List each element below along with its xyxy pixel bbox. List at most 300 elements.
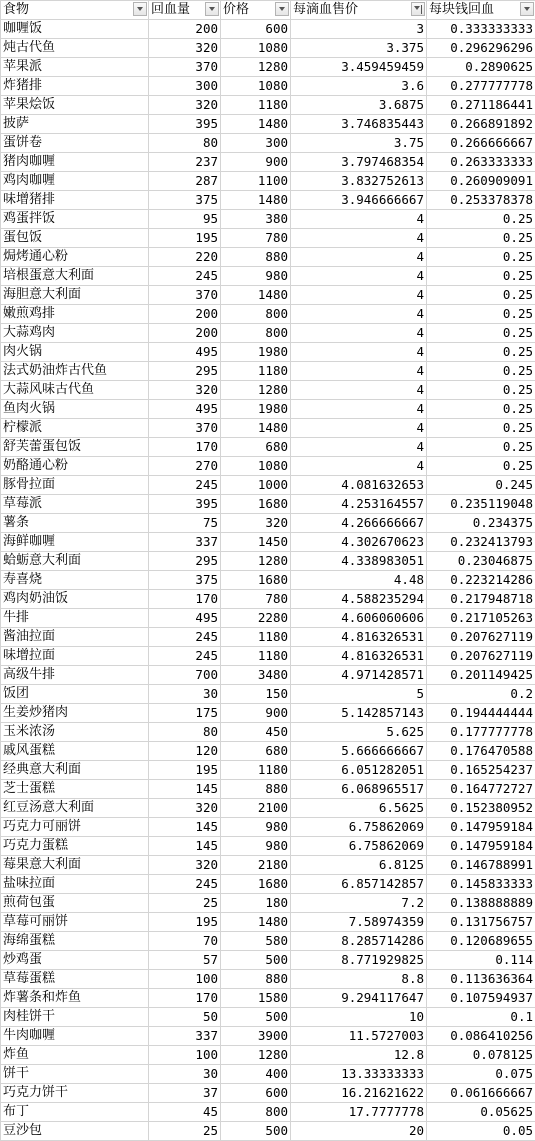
hp-cell[interactable]: 495 xyxy=(149,400,221,419)
food-cell[interactable]: 鸡肉咖喱 xyxy=(1,172,149,191)
price-per-hp-cell[interactable]: 4.338983051 xyxy=(291,552,427,571)
price-per-hp-cell[interactable]: 5.625 xyxy=(291,723,427,742)
price-cell[interactable]: 2100 xyxy=(221,799,291,818)
price-cell[interactable]: 1080 xyxy=(221,39,291,58)
hp-cell[interactable]: 270 xyxy=(149,457,221,476)
price-cell[interactable]: 1280 xyxy=(221,552,291,571)
hp-cell[interactable]: 170 xyxy=(149,989,221,1008)
filter-dropdown-icon[interactable] xyxy=(205,2,219,16)
food-cell[interactable]: 海鲜咖喱 xyxy=(1,533,149,552)
price-per-hp-cell[interactable]: 4 xyxy=(291,343,427,362)
price-cell[interactable]: 800 xyxy=(221,1103,291,1122)
food-cell[interactable]: 煎荷包蛋 xyxy=(1,894,149,913)
hp-per-coin-cell[interactable]: 0.223214286 xyxy=(427,571,535,590)
food-cell[interactable]: 戚风蛋糕 xyxy=(1,742,149,761)
price-cell[interactable]: 500 xyxy=(221,951,291,970)
price-cell[interactable]: 1080 xyxy=(221,457,291,476)
hp-cell[interactable]: 175 xyxy=(149,704,221,723)
food-cell[interactable]: 味增拉面 xyxy=(1,647,149,666)
hp-per-coin-cell[interactable]: 0.05 xyxy=(427,1122,535,1141)
price-cell[interactable]: 1280 xyxy=(221,1046,291,1065)
hp-cell[interactable]: 495 xyxy=(149,343,221,362)
food-cell[interactable]: 巧克力可丽饼 xyxy=(1,818,149,837)
price-per-hp-cell[interactable]: 4 xyxy=(291,362,427,381)
hp-cell[interactable]: 37 xyxy=(149,1084,221,1103)
hp-per-coin-cell[interactable]: 0.075 xyxy=(427,1065,535,1084)
price-per-hp-cell[interactable]: 8.771929825 xyxy=(291,951,427,970)
hp-cell[interactable]: 370 xyxy=(149,419,221,438)
hp-cell[interactable]: 195 xyxy=(149,761,221,780)
price-per-hp-cell[interactable]: 16.21621622 xyxy=(291,1084,427,1103)
food-cell[interactable]: 苹果派 xyxy=(1,58,149,77)
price-per-hp-cell[interactable]: 4.971428571 xyxy=(291,666,427,685)
price-per-hp-cell[interactable]: 4.606060606 xyxy=(291,609,427,628)
hp-per-coin-cell[interactable]: 0.164772727 xyxy=(427,780,535,799)
hp-per-coin-cell[interactable]: 0.176470588 xyxy=(427,742,535,761)
price-per-hp-cell[interactable]: 6.75862069 xyxy=(291,837,427,856)
hp-per-coin-cell[interactable]: 0.05625 xyxy=(427,1103,535,1122)
hp-cell[interactable]: 200 xyxy=(149,20,221,39)
hp-cell[interactable]: 375 xyxy=(149,191,221,210)
price-per-hp-cell[interactable]: 4.588235294 xyxy=(291,590,427,609)
price-per-hp-cell[interactable]: 4 xyxy=(291,457,427,476)
hp-per-coin-cell[interactable]: 0.25 xyxy=(427,305,535,324)
price-per-hp-cell[interactable]: 4 xyxy=(291,324,427,343)
food-cell[interactable]: 大蒜风味古代鱼 xyxy=(1,381,149,400)
hp-per-coin-cell[interactable]: 0.131756757 xyxy=(427,913,535,932)
price-per-hp-cell[interactable]: 6.5625 xyxy=(291,799,427,818)
price-per-hp-cell[interactable]: 7.58974359 xyxy=(291,913,427,932)
hp-per-coin-cell[interactable]: 0.253378378 xyxy=(427,191,535,210)
price-cell[interactable]: 500 xyxy=(221,1008,291,1027)
price-cell[interactable]: 600 xyxy=(221,1084,291,1103)
hp-cell[interactable]: 195 xyxy=(149,913,221,932)
hp-cell[interactable]: 337 xyxy=(149,533,221,552)
food-cell[interactable]: 炸猪排 xyxy=(1,77,149,96)
hp-cell[interactable]: 700 xyxy=(149,666,221,685)
header-cell-price-per-hp[interactable]: 每滴血售价 xyxy=(291,1,427,20)
food-cell[interactable]: 高级牛排 xyxy=(1,666,149,685)
price-cell[interactable]: 1000 xyxy=(221,476,291,495)
food-cell[interactable]: 饭团 xyxy=(1,685,149,704)
hp-per-coin-cell[interactable]: 0.260909091 xyxy=(427,172,535,191)
hp-per-coin-cell[interactable]: 0.25 xyxy=(427,286,535,305)
food-cell[interactable]: 草莓派 xyxy=(1,495,149,514)
hp-per-coin-cell[interactable]: 0.235119048 xyxy=(427,495,535,514)
food-cell[interactable]: 肉桂饼干 xyxy=(1,1008,149,1027)
food-cell[interactable]: 味增猪排 xyxy=(1,191,149,210)
price-per-hp-cell[interactable]: 3.746835443 xyxy=(291,115,427,134)
price-cell[interactable]: 680 xyxy=(221,438,291,457)
price-cell[interactable]: 800 xyxy=(221,305,291,324)
price-cell[interactable]: 2180 xyxy=(221,856,291,875)
food-cell[interactable]: 豚骨拉面 xyxy=(1,476,149,495)
hp-per-coin-cell[interactable]: 0.234375 xyxy=(427,514,535,533)
price-per-hp-cell[interactable]: 3.832752613 xyxy=(291,172,427,191)
hp-per-coin-cell[interactable]: 0.146788991 xyxy=(427,856,535,875)
price-per-hp-cell[interactable]: 4 xyxy=(291,381,427,400)
price-cell[interactable]: 1100 xyxy=(221,172,291,191)
food-cell[interactable]: 海胆意大利面 xyxy=(1,286,149,305)
hp-per-coin-cell[interactable]: 0.277777778 xyxy=(427,77,535,96)
hp-per-coin-cell[interactable]: 0.078125 xyxy=(427,1046,535,1065)
price-per-hp-cell[interactable]: 4.081632653 xyxy=(291,476,427,495)
hp-per-coin-cell[interactable]: 0.25 xyxy=(427,457,535,476)
food-cell[interactable]: 红豆汤意大利面 xyxy=(1,799,149,818)
price-cell[interactable]: 320 xyxy=(221,514,291,533)
hp-per-coin-cell[interactable]: 0.333333333 xyxy=(427,20,535,39)
food-cell[interactable]: 巧克力蛋糕 xyxy=(1,837,149,856)
food-cell[interactable]: 肉火锅 xyxy=(1,343,149,362)
price-cell[interactable]: 980 xyxy=(221,267,291,286)
price-cell[interactable]: 980 xyxy=(221,837,291,856)
hp-cell[interactable]: 245 xyxy=(149,267,221,286)
price-cell[interactable]: 780 xyxy=(221,590,291,609)
hp-per-coin-cell[interactable]: 0.2 xyxy=(427,685,535,704)
hp-per-coin-cell[interactable]: 0.113636364 xyxy=(427,970,535,989)
price-per-hp-cell[interactable]: 4.302670623 xyxy=(291,533,427,552)
header-cell-price[interactable]: 价格 xyxy=(221,1,291,20)
price-cell[interactable]: 1180 xyxy=(221,628,291,647)
price-cell[interactable]: 1180 xyxy=(221,761,291,780)
food-cell[interactable]: 草莓可丽饼 xyxy=(1,913,149,932)
price-cell[interactable]: 1280 xyxy=(221,58,291,77)
price-cell[interactable]: 980 xyxy=(221,818,291,837)
hp-per-coin-cell[interactable]: 0.263333333 xyxy=(427,153,535,172)
hp-cell[interactable]: 70 xyxy=(149,932,221,951)
food-cell[interactable]: 嫩煎鸡排 xyxy=(1,305,149,324)
price-per-hp-cell[interactable]: 3.6875 xyxy=(291,96,427,115)
hp-cell[interactable]: 57 xyxy=(149,951,221,970)
hp-per-coin-cell[interactable]: 0.25 xyxy=(427,400,535,419)
food-cell[interactable]: 盐味拉面 xyxy=(1,875,149,894)
hp-cell[interactable]: 145 xyxy=(149,837,221,856)
hp-per-coin-cell[interactable]: 0.207627119 xyxy=(427,628,535,647)
hp-per-coin-cell[interactable]: 0.23046875 xyxy=(427,552,535,571)
food-cell[interactable]: 炸鱼 xyxy=(1,1046,149,1065)
hp-per-coin-cell[interactable]: 0.061666667 xyxy=(427,1084,535,1103)
food-cell[interactable]: 炖古代鱼 xyxy=(1,39,149,58)
price-per-hp-cell[interactable]: 4 xyxy=(291,210,427,229)
price-per-hp-cell[interactable]: 4 xyxy=(291,267,427,286)
price-cell[interactable]: 3480 xyxy=(221,666,291,685)
price-per-hp-cell[interactable]: 4 xyxy=(291,229,427,248)
price-per-hp-cell[interactable]: 3.375 xyxy=(291,39,427,58)
price-cell[interactable]: 150 xyxy=(221,685,291,704)
hp-per-coin-cell[interactable]: 0.1 xyxy=(427,1008,535,1027)
price-cell[interactable]: 1480 xyxy=(221,115,291,134)
price-cell[interactable]: 800 xyxy=(221,324,291,343)
hp-cell[interactable]: 75 xyxy=(149,514,221,533)
price-cell[interactable]: 1680 xyxy=(221,875,291,894)
food-cell[interactable]: 炸薯条和炸鱼 xyxy=(1,989,149,1008)
price-cell[interactable]: 1580 xyxy=(221,989,291,1008)
price-per-hp-cell[interactable]: 4.816326531 xyxy=(291,628,427,647)
hp-per-coin-cell[interactable]: 0.25 xyxy=(427,267,535,286)
price-cell[interactable]: 1480 xyxy=(221,913,291,932)
price-per-hp-cell[interactable]: 5.142857143 xyxy=(291,704,427,723)
food-cell[interactable]: 法式奶油炸古代鱼 xyxy=(1,362,149,381)
hp-cell[interactable]: 30 xyxy=(149,685,221,704)
price-per-hp-cell[interactable]: 3.459459459 xyxy=(291,58,427,77)
price-per-hp-cell[interactable]: 20 xyxy=(291,1122,427,1141)
hp-cell[interactable]: 95 xyxy=(149,210,221,229)
hp-cell[interactable]: 370 xyxy=(149,286,221,305)
filter-dropdown-icon[interactable] xyxy=(133,2,147,16)
hp-per-coin-cell[interactable]: 0.120689655 xyxy=(427,932,535,951)
price-per-hp-cell[interactable]: 8.8 xyxy=(291,970,427,989)
hp-cell[interactable]: 100 xyxy=(149,970,221,989)
price-cell[interactable]: 880 xyxy=(221,970,291,989)
hp-cell[interactable]: 170 xyxy=(149,590,221,609)
price-cell[interactable]: 3900 xyxy=(221,1027,291,1046)
food-cell[interactable]: 焗烤通心粉 xyxy=(1,248,149,267)
price-per-hp-cell[interactable]: 4.253164557 xyxy=(291,495,427,514)
hp-per-coin-cell[interactable]: 0.207627119 xyxy=(427,647,535,666)
food-cell[interactable]: 大蒜鸡肉 xyxy=(1,324,149,343)
header-cell-food[interactable]: 食物 xyxy=(1,1,149,20)
price-per-hp-cell[interactable]: 4 xyxy=(291,419,427,438)
hp-per-coin-cell[interactable]: 0.147959184 xyxy=(427,818,535,837)
food-cell[interactable]: 经典意大利面 xyxy=(1,761,149,780)
hp-cell[interactable]: 337 xyxy=(149,1027,221,1046)
food-cell[interactable]: 海绵蛋糕 xyxy=(1,932,149,951)
hp-per-coin-cell[interactable]: 0.25 xyxy=(427,210,535,229)
hp-per-coin-cell[interactable]: 0.25 xyxy=(427,438,535,457)
hp-cell[interactable]: 80 xyxy=(149,134,221,153)
price-cell[interactable]: 1180 xyxy=(221,96,291,115)
hp-per-coin-cell[interactable]: 0.147959184 xyxy=(427,837,535,856)
hp-per-coin-cell[interactable]: 0.271186441 xyxy=(427,96,535,115)
hp-cell[interactable]: 320 xyxy=(149,381,221,400)
hp-cell[interactable]: 245 xyxy=(149,628,221,647)
food-cell[interactable]: 豆沙包 xyxy=(1,1122,149,1141)
price-per-hp-cell[interactable]: 3.75 xyxy=(291,134,427,153)
hp-per-coin-cell[interactable]: 0.114 xyxy=(427,951,535,970)
food-cell[interactable]: 舒芙蕾蛋包饭 xyxy=(1,438,149,457)
food-cell[interactable]: 布丁 xyxy=(1,1103,149,1122)
food-cell[interactable]: 培根蛋意大利面 xyxy=(1,267,149,286)
hp-cell[interactable]: 170 xyxy=(149,438,221,457)
hp-per-coin-cell[interactable]: 0.165254237 xyxy=(427,761,535,780)
hp-cell[interactable]: 200 xyxy=(149,324,221,343)
price-per-hp-cell[interactable]: 4.48 xyxy=(291,571,427,590)
food-cell[interactable]: 苹果烩饭 xyxy=(1,96,149,115)
food-cell[interactable]: 鸡肉奶油饭 xyxy=(1,590,149,609)
hp-cell[interactable]: 295 xyxy=(149,362,221,381)
header-cell-hp[interactable]: 回血量 xyxy=(149,1,221,20)
hp-cell[interactable]: 245 xyxy=(149,875,221,894)
hp-cell[interactable]: 237 xyxy=(149,153,221,172)
hp-cell[interactable]: 370 xyxy=(149,58,221,77)
hp-per-coin-cell[interactable]: 0.177777778 xyxy=(427,723,535,742)
price-per-hp-cell[interactable]: 11.5727003 xyxy=(291,1027,427,1046)
hp-cell[interactable]: 375 xyxy=(149,571,221,590)
price-per-hp-cell[interactable]: 6.75862069 xyxy=(291,818,427,837)
hp-cell[interactable]: 320 xyxy=(149,799,221,818)
price-cell[interactable]: 500 xyxy=(221,1122,291,1141)
hp-per-coin-cell[interactable]: 0.296296296 xyxy=(427,39,535,58)
food-cell[interactable]: 炒鸡蛋 xyxy=(1,951,149,970)
hp-per-coin-cell[interactable]: 0.086410256 xyxy=(427,1027,535,1046)
price-per-hp-cell[interactable]: 4 xyxy=(291,248,427,267)
price-per-hp-cell[interactable]: 10 xyxy=(291,1008,427,1027)
price-per-hp-cell[interactable]: 3.797468354 xyxy=(291,153,427,172)
hp-per-coin-cell[interactable]: 0.107594937 xyxy=(427,989,535,1008)
price-cell[interactable]: 780 xyxy=(221,229,291,248)
header-cell-hp-per-coin[interactable]: 每块钱回血 xyxy=(427,1,535,20)
price-cell[interactable]: 580 xyxy=(221,932,291,951)
filter-dropdown-icon[interactable] xyxy=(275,2,289,16)
price-cell[interactable]: 180 xyxy=(221,894,291,913)
price-cell[interactable]: 1680 xyxy=(221,495,291,514)
hp-cell[interactable]: 120 xyxy=(149,742,221,761)
hp-per-coin-cell[interactable]: 0.25 xyxy=(427,229,535,248)
filter-dropdown-icon[interactable] xyxy=(520,2,534,16)
hp-per-coin-cell[interactable]: 0.2890625 xyxy=(427,58,535,77)
food-cell[interactable]: 芝士蛋糕 xyxy=(1,780,149,799)
price-cell[interactable]: 450 xyxy=(221,723,291,742)
hp-cell[interactable]: 395 xyxy=(149,495,221,514)
hp-per-coin-cell[interactable]: 0.194444444 xyxy=(427,704,535,723)
hp-cell[interactable]: 300 xyxy=(149,77,221,96)
hp-per-coin-cell[interactable]: 0.25 xyxy=(427,248,535,267)
hp-cell[interactable]: 245 xyxy=(149,647,221,666)
price-cell[interactable]: 1980 xyxy=(221,343,291,362)
hp-cell[interactable]: 220 xyxy=(149,248,221,267)
food-cell[interactable]: 蛤蛎意大利面 xyxy=(1,552,149,571)
price-cell[interactable]: 400 xyxy=(221,1065,291,1084)
price-per-hp-cell[interactable]: 4.266666667 xyxy=(291,514,427,533)
food-cell[interactable]: 生姜炒猪肉 xyxy=(1,704,149,723)
hp-per-coin-cell[interactable]: 0.25 xyxy=(427,381,535,400)
price-per-hp-cell[interactable]: 17.7777778 xyxy=(291,1103,427,1122)
hp-cell[interactable]: 395 xyxy=(149,115,221,134)
price-cell[interactable]: 880 xyxy=(221,780,291,799)
food-cell[interactable]: 牛排 xyxy=(1,609,149,628)
hp-cell[interactable]: 295 xyxy=(149,552,221,571)
price-per-hp-cell[interactable]: 7.2 xyxy=(291,894,427,913)
price-cell[interactable]: 1450 xyxy=(221,533,291,552)
hp-per-coin-cell[interactable]: 0.25 xyxy=(427,419,535,438)
hp-cell[interactable]: 245 xyxy=(149,476,221,495)
hp-cell[interactable]: 320 xyxy=(149,96,221,115)
price-per-hp-cell[interactable]: 6.068965517 xyxy=(291,780,427,799)
price-cell[interactable]: 600 xyxy=(221,20,291,39)
food-cell[interactable]: 鱼肉火锅 xyxy=(1,400,149,419)
food-cell[interactable]: 蛋包饭 xyxy=(1,229,149,248)
price-per-hp-cell[interactable]: 5 xyxy=(291,685,427,704)
food-cell[interactable]: 酱油拉面 xyxy=(1,628,149,647)
price-cell[interactable]: 1680 xyxy=(221,571,291,590)
price-per-hp-cell[interactable]: 4 xyxy=(291,400,427,419)
food-cell[interactable]: 玉米浓汤 xyxy=(1,723,149,742)
price-cell[interactable]: 1180 xyxy=(221,647,291,666)
price-per-hp-cell[interactable]: 4 xyxy=(291,305,427,324)
price-cell[interactable]: 1080 xyxy=(221,77,291,96)
price-cell[interactable]: 1180 xyxy=(221,362,291,381)
food-cell[interactable]: 柠檬派 xyxy=(1,419,149,438)
hp-per-coin-cell[interactable]: 0.266666667 xyxy=(427,134,535,153)
hp-cell[interactable]: 320 xyxy=(149,39,221,58)
food-cell[interactable]: 寿喜烧 xyxy=(1,571,149,590)
hp-cell[interactable]: 80 xyxy=(149,723,221,742)
price-per-hp-cell[interactable]: 3.6 xyxy=(291,77,427,96)
food-cell[interactable]: 披萨 xyxy=(1,115,149,134)
price-cell[interactable]: 1480 xyxy=(221,419,291,438)
price-cell[interactable]: 1480 xyxy=(221,191,291,210)
price-per-hp-cell[interactable]: 4 xyxy=(291,286,427,305)
price-per-hp-cell[interactable]: 6.8125 xyxy=(291,856,427,875)
price-cell[interactable]: 1480 xyxy=(221,286,291,305)
hp-cell[interactable]: 320 xyxy=(149,856,221,875)
hp-cell[interactable]: 145 xyxy=(149,818,221,837)
price-per-hp-cell[interactable]: 9.294117647 xyxy=(291,989,427,1008)
price-cell[interactable]: 2280 xyxy=(221,609,291,628)
hp-per-coin-cell[interactable]: 0.245 xyxy=(427,476,535,495)
price-per-hp-cell[interactable]: 8.285714286 xyxy=(291,932,427,951)
hp-per-coin-cell[interactable]: 0.152380952 xyxy=(427,799,535,818)
price-per-hp-cell[interactable]: 3.946666667 xyxy=(291,191,427,210)
price-per-hp-cell[interactable]: 3 xyxy=(291,20,427,39)
price-per-hp-cell[interactable]: 6.857142857 xyxy=(291,875,427,894)
hp-cell[interactable]: 287 xyxy=(149,172,221,191)
hp-per-coin-cell[interactable]: 0.217948718 xyxy=(427,590,535,609)
hp-per-coin-cell[interactable]: 0.266891892 xyxy=(427,115,535,134)
price-cell[interactable]: 300 xyxy=(221,134,291,153)
hp-cell[interactable]: 145 xyxy=(149,780,221,799)
food-cell[interactable]: 牛肉咖喱 xyxy=(1,1027,149,1046)
hp-per-coin-cell[interactable]: 0.217105263 xyxy=(427,609,535,628)
price-cell[interactable]: 1280 xyxy=(221,381,291,400)
hp-cell[interactable]: 45 xyxy=(149,1103,221,1122)
hp-cell[interactable]: 25 xyxy=(149,1122,221,1141)
hp-per-coin-cell[interactable]: 0.25 xyxy=(427,343,535,362)
food-cell[interactable]: 草莓蛋糕 xyxy=(1,970,149,989)
price-cell[interactable]: 680 xyxy=(221,742,291,761)
hp-cell[interactable]: 50 xyxy=(149,1008,221,1027)
hp-cell[interactable]: 30 xyxy=(149,1065,221,1084)
price-cell[interactable]: 900 xyxy=(221,153,291,172)
food-cell[interactable]: 咖喱饭 xyxy=(1,20,149,39)
price-cell[interactable]: 1980 xyxy=(221,400,291,419)
hp-per-coin-cell[interactable]: 0.25 xyxy=(427,362,535,381)
price-per-hp-cell[interactable]: 5.666666667 xyxy=(291,742,427,761)
price-per-hp-cell[interactable]: 12.8 xyxy=(291,1046,427,1065)
hp-cell[interactable]: 495 xyxy=(149,609,221,628)
hp-per-coin-cell[interactable]: 0.138888889 xyxy=(427,894,535,913)
food-cell[interactable]: 薯条 xyxy=(1,514,149,533)
hp-per-coin-cell[interactable]: 0.145833333 xyxy=(427,875,535,894)
hp-per-coin-cell[interactable]: 0.201149425 xyxy=(427,666,535,685)
sort-filter-icon[interactable] xyxy=(411,2,425,16)
price-per-hp-cell[interactable]: 4.816326531 xyxy=(291,647,427,666)
food-cell[interactable]: 蛋饼卷 xyxy=(1,134,149,153)
hp-cell[interactable]: 25 xyxy=(149,894,221,913)
hp-per-coin-cell[interactable]: 0.232413793 xyxy=(427,533,535,552)
hp-cell[interactable]: 195 xyxy=(149,229,221,248)
hp-per-coin-cell[interactable]: 0.25 xyxy=(427,324,535,343)
price-per-hp-cell[interactable]: 6.051282051 xyxy=(291,761,427,780)
food-cell[interactable]: 巧克力饼干 xyxy=(1,1084,149,1103)
hp-cell[interactable]: 200 xyxy=(149,305,221,324)
price-per-hp-cell[interactable]: 13.33333333 xyxy=(291,1065,427,1084)
food-cell[interactable]: 猪肉咖喱 xyxy=(1,153,149,172)
price-cell[interactable]: 900 xyxy=(221,704,291,723)
price-cell[interactable]: 880 xyxy=(221,248,291,267)
price-cell[interactable]: 380 xyxy=(221,210,291,229)
food-cell[interactable]: 莓果意大利面 xyxy=(1,856,149,875)
